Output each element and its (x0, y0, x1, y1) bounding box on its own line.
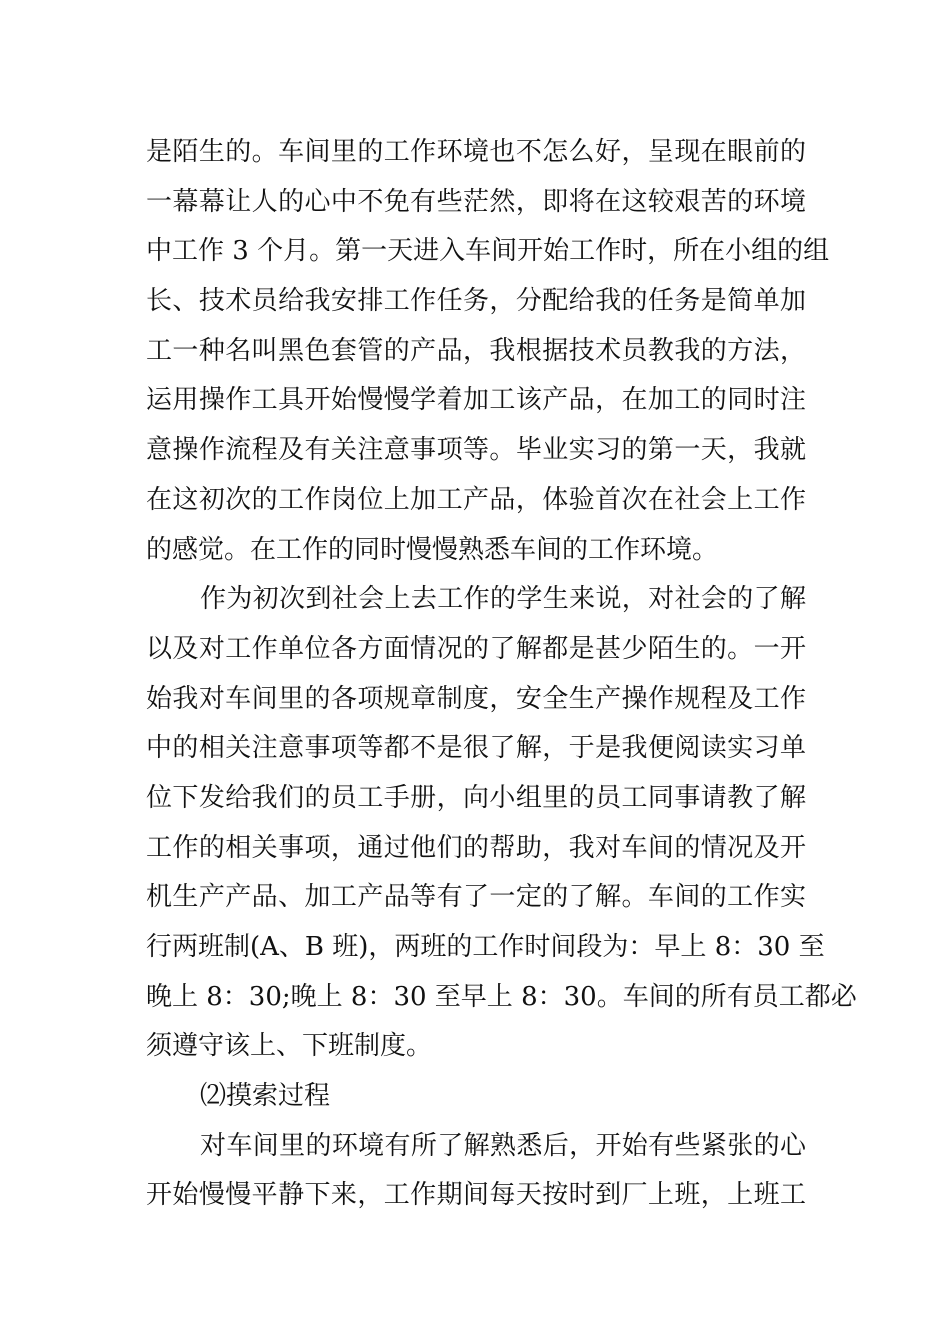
text-line: 作为初次到社会上去工作的学生来说，对社会的了解 (200, 584, 806, 615)
text-line: 长、技术员给我安排工作任务，分配给我的任务是简单加 (146, 286, 806, 317)
text-line: 中工作 3 个月。第一天进入车间开始工作时，所在小组的组 (146, 236, 830, 267)
text-line: 须遵守该上、下班制度。 (146, 1031, 433, 1062)
text-line: 始我对车间里的各项规章制度，安全生产操作规程及工作 (146, 683, 806, 714)
text-line: 以及对工作单位各方面情况的了解都是甚少陌生的。一开 (146, 633, 806, 664)
text-line: 工一种名叫黑色套管的产品，我根据技术员教我的方法， (146, 335, 806, 366)
text-line: 意操作流程及有关注意事项等。毕业实习的第一天，我就 (146, 435, 806, 466)
text-line: 机生产产品、加工产品等有了一定的了解。车间的工作实 (146, 882, 806, 913)
document-body (146, 128, 857, 1221)
paragraph-2 (146, 575, 857, 1072)
text-line: 工作的相关事项，通过他们的帮助，我对车间的情况及开 (146, 832, 806, 863)
text-line: 中的相关注意事项等都不是很了解，于是我便阅读实习单 (146, 733, 806, 764)
paragraph-3 (146, 1122, 806, 1221)
text-line: 一幕幕让人的心中不免有些茫然，即将在这较艰苦的环境 (146, 186, 806, 217)
paragraph-1 (146, 128, 830, 575)
text-line: 位下发给我们的员工手册，向小组里的员工同事请教了解 (146, 782, 806, 813)
text-line: 行两班制(A、B 班)，两班的工作时间段为：早上 8：30 至 (146, 932, 825, 962)
text-line: 是陌生的。车间里的工作环境也不怎么好，呈现在眼前的 (146, 137, 806, 167)
text-line: 的感觉。在工作的同时慢慢熟悉车间的工作环境。 (146, 534, 719, 565)
text-line: 在这初次的工作岗位上加工产品，体验首次在社会上工作 (146, 484, 806, 515)
text-line: 晚上 8：30;晚上 8：30 至早上 8：30。车间的所有员工都必 (146, 981, 857, 1012)
text-line: 运用操作工具开始慢慢学着加工该产品，在加工的同时注 (146, 385, 806, 416)
section-heading: ⑵摸索过程 (200, 1081, 331, 1112)
text-line: 对车间里的环境有所了解熟悉后，开始有些紧张的心 (200, 1130, 806, 1161)
text-line: 开始慢慢平静下来，工作期间每天按时到厂上班，上班工 (146, 1180, 806, 1211)
